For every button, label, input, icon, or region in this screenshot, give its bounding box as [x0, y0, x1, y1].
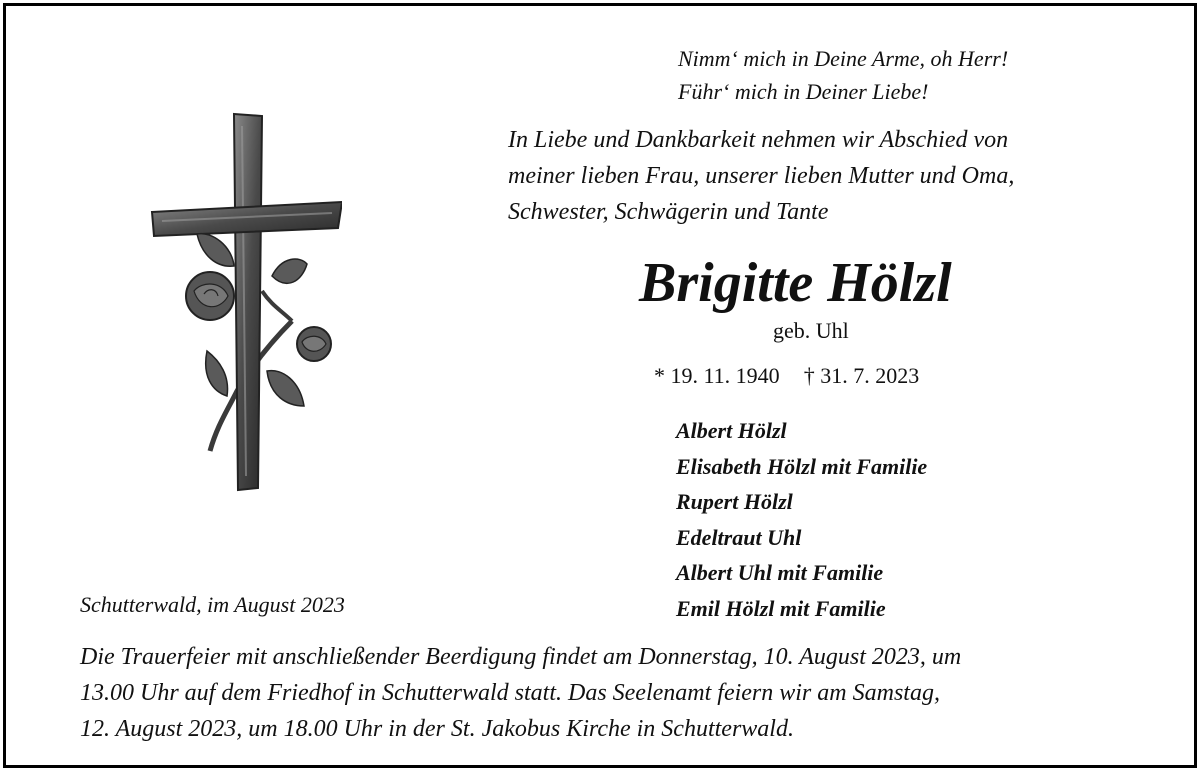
mourner-name: Elisabeth Hölzl mit Familie — [676, 453, 928, 479]
mourner-name: Rupert Hölzl — [676, 489, 793, 514]
funeral-service-info — [80, 639, 961, 747]
service-line: 13.00 Uhr auf dem Friedhof in Schutterwald statt. Das Seelenamt feiern wir am Samstag, — [80, 680, 940, 706]
mourner-name: Albert Hölzl — [676, 418, 787, 443]
verse — [678, 42, 1008, 108]
mourner-name: Emil Hölzl mit Familie — [676, 595, 886, 621]
service-line: 12. August 2023, um 18.00 Uhr in der St. Jakobus Kirche in Schutterwald. — [80, 716, 794, 742]
verse-line: Führ‘ mich in Deiner Liebe! — [678, 79, 929, 104]
mourner-name: Edeltraut Uhl — [676, 524, 802, 550]
verse-line: Nimm‘ mich in Deine Arme, oh Herr! — [678, 46, 1009, 71]
death-date: † 31. 7. 2023 — [803, 363, 920, 388]
intro-line: Schwester, Schwägerin und Tante — [508, 199, 829, 225]
intro-line: In Liebe und Dankbarkeit nehmen wir Abschied von — [508, 127, 1009, 153]
obituary-notice — [3, 3, 1197, 768]
life-dates — [654, 360, 919, 392]
intro-line: meiner lieben Frau, unserer lieben Mutter und Oma, — [508, 163, 1015, 189]
maiden-name: geb. Uhl — [773, 318, 849, 343]
place-date: Schutterwald, im August 2023 — [80, 592, 345, 617]
service-line: Die Trauerfeier mit anschließender Beerdigung findet am Donnerstag, 10. August 2023, um — [80, 644, 962, 670]
mourner-name: Albert Uhl mit Familie — [676, 560, 884, 585]
mourners-list — [676, 413, 927, 626]
intro-text — [508, 122, 1014, 230]
cross-with-roses-icon — [142, 106, 342, 496]
birth-date: * 19. 11. 1940 — [654, 363, 780, 388]
deceased-name: Brigitte Hölzl — [639, 252, 952, 314]
